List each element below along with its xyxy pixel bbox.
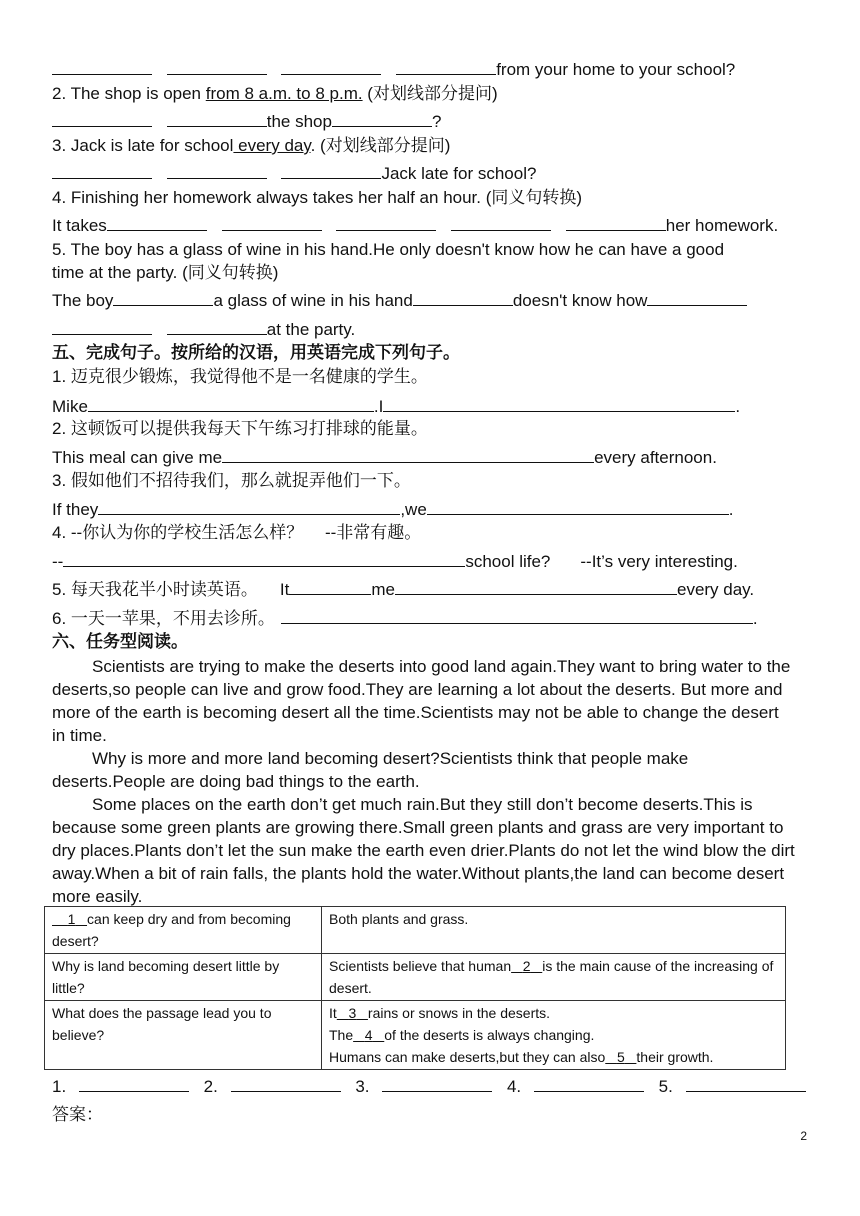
q1-answer-tail: from your home to your school? bbox=[496, 60, 736, 79]
answer-blank[interactable] bbox=[52, 110, 152, 127]
answer-blank[interactable] bbox=[382, 1075, 492, 1092]
question-3 bbox=[52, 135, 450, 157]
answer-blank[interactable] bbox=[222, 214, 322, 231]
answer-number: 2. bbox=[203, 1077, 218, 1096]
section-6-title: 六、任务型阅读。 bbox=[52, 632, 188, 651]
answer-blank[interactable] bbox=[451, 214, 551, 231]
passage-paragraph-3: Some places on the earth don’t get much rain.But they still don’t become deserts.This is because some green plants are growing there.Small green plants and grass are very important to dry places.Plants don’t let the sun make the earth even drier.Plants do not let the wind blow the dirt away.When a bit of rain falls, the plants hold the water.Without plants,the land can become desert more easily. bbox=[52, 795, 795, 906]
answer-blank[interactable] bbox=[167, 162, 267, 179]
s2-answer-line bbox=[52, 446, 717, 469]
answer-blank[interactable] bbox=[52, 162, 152, 179]
s5-end: every day. bbox=[676, 580, 755, 599]
s5-chinese: 5. 每天我花半小时读英语。 bbox=[52, 580, 258, 599]
s5-b: me bbox=[371, 580, 395, 599]
s1-answer-line bbox=[52, 395, 740, 418]
answer-blank[interactable] bbox=[167, 318, 267, 335]
s1-b: .I bbox=[373, 397, 384, 416]
answer-blank[interactable] bbox=[52, 318, 152, 335]
q5-answer-b: a glass of wine in his hand bbox=[213, 291, 413, 310]
answer-blank[interactable] bbox=[88, 395, 374, 412]
page-number: 2 bbox=[800, 1129, 807, 1143]
table-blank-2[interactable]: 2 bbox=[522, 958, 531, 974]
reading-passage bbox=[52, 655, 796, 908]
s5-a: It bbox=[279, 580, 290, 599]
q5-answer-a: The boy bbox=[52, 291, 114, 310]
passage-paragraph-1: Scientists are trying to make the deserts into good land again.They want to bring water to the deserts,so people can live and grow food.They are learning a lot about the deserts. But more and more of the earth is becoming desert all the time.Scientists may not be able to change the desert in time. bbox=[52, 657, 791, 745]
q5-answer-c: doesn't know how bbox=[512, 291, 648, 310]
q1-answer-line bbox=[52, 58, 735, 81]
answer-blank[interactable] bbox=[281, 607, 753, 624]
s2-chinese: 2. 这顿饭可以提供我每天下午练习打排球的能量。 bbox=[52, 419, 428, 438]
answer-blank[interactable] bbox=[289, 578, 371, 595]
answer-blank[interactable] bbox=[107, 214, 207, 231]
s1-a: Mike bbox=[52, 397, 88, 416]
table-row bbox=[45, 1001, 786, 1070]
table-cell-question bbox=[45, 907, 322, 954]
passage-paragraph-2: Why is more and more land becoming desert?Scientists think that people make deserts.People are doing bad things to the earth. bbox=[52, 749, 689, 791]
answer-blank[interactable] bbox=[113, 289, 213, 306]
q2-prefix: 2. The shop is open bbox=[52, 84, 206, 103]
table-row bbox=[45, 907, 786, 954]
q3-answer-line bbox=[52, 162, 536, 185]
q2-answer-line bbox=[52, 110, 441, 133]
answer-blank[interactable] bbox=[383, 395, 735, 412]
s3-a: If they bbox=[52, 500, 99, 519]
s6-line bbox=[52, 607, 758, 630]
answer-blank[interactable] bbox=[222, 446, 594, 463]
s4-c: --It’s very interesting. bbox=[580, 552, 738, 571]
r1-question: can keep dry and from becoming desert? bbox=[52, 911, 291, 949]
q2-suffix: (对划线部分提问) bbox=[362, 84, 498, 103]
question-4: 4. Finishing her homework always takes her half an hour. (同义句转换) bbox=[52, 188, 583, 207]
answer-row bbox=[52, 1075, 806, 1097]
s4-answer-line bbox=[52, 550, 738, 573]
answer-blank[interactable] bbox=[79, 1075, 189, 1092]
s6-end: . bbox=[752, 609, 758, 628]
q5-answer-line2 bbox=[52, 318, 355, 341]
answer-blank[interactable] bbox=[413, 289, 513, 306]
answer-blank[interactable] bbox=[98, 498, 400, 515]
answer-blank[interactable] bbox=[281, 162, 381, 179]
q3-prefix: 3. Jack is late for school bbox=[52, 136, 234, 155]
s3-chinese: 3. 假如他们不招待我们，那么就捉弄他们一下。 bbox=[52, 471, 411, 490]
section-5-title: 五、完成句子。按所给的汉语，用英语完成下列句子。 bbox=[52, 343, 460, 362]
q4-answer-end: her homework. bbox=[665, 216, 779, 235]
question-5-line2: time at the party. (同义句转换) bbox=[52, 263, 279, 282]
q5-answer-end: at the party. bbox=[266, 320, 356, 339]
q4-answer-start: It takes bbox=[52, 216, 107, 235]
s1-chinese: 1. 迈克很少锻炼，我觉得他不是一名健康的学生。 bbox=[52, 367, 428, 386]
answer-number: 1. bbox=[52, 1077, 67, 1096]
answer-number: 5. bbox=[658, 1077, 673, 1096]
task-table bbox=[44, 906, 786, 1070]
s2-a: This meal can give me bbox=[52, 448, 223, 467]
q5-answer-line1 bbox=[52, 289, 747, 312]
q2-answer-mid: the shop bbox=[266, 112, 332, 131]
table-cell-answer: It 3 rains or snows in the deserts. The 4 of the deserts is always changing. Humans can make deserts,but they can also 5 their growth. bbox=[322, 1001, 786, 1070]
answer-blank[interactable] bbox=[534, 1075, 644, 1092]
table-cell-question: Why is land becoming desert little by little? bbox=[45, 954, 322, 1001]
q3-underlined: every day bbox=[233, 136, 311, 155]
question-5-line1: 5. The boy has a glass of wine in his hand.He only doesn't know how he can have a good bbox=[52, 240, 725, 259]
q3-answer-end: Jack late for school? bbox=[381, 164, 537, 183]
answer-blank[interactable] bbox=[332, 110, 432, 127]
answer-blank[interactable] bbox=[427, 498, 729, 515]
q2-answer-end: ? bbox=[431, 112, 442, 131]
q2-underlined: from 8 a.m. to 8 p.m. bbox=[205, 84, 363, 103]
answer-blank[interactable] bbox=[281, 58, 381, 75]
answer-number: 4. bbox=[506, 1077, 522, 1096]
s1-end: . bbox=[735, 397, 741, 416]
answer-blank[interactable] bbox=[647, 289, 747, 306]
s4-b: school life? bbox=[465, 552, 551, 571]
answer-blank[interactable] bbox=[231, 1075, 341, 1092]
s3-end: . bbox=[728, 500, 734, 519]
s4-chinese: 4. --你认为你的学校生活怎么样？ --非常有趣。 bbox=[52, 523, 422, 542]
s6-chinese: 6. 一天一苹果，不用去诊所。 bbox=[52, 609, 275, 628]
answer-blank[interactable] bbox=[395, 578, 677, 595]
q4-answer-line bbox=[52, 214, 778, 237]
table-blank-4[interactable]: 4 bbox=[364, 1027, 373, 1043]
table-cell-question: What does the passage lead you to believe? bbox=[45, 1001, 322, 1070]
answer-blank[interactable] bbox=[63, 550, 465, 567]
answer-blank[interactable] bbox=[167, 110, 267, 127]
answer-blank[interactable] bbox=[52, 58, 152, 75]
answer-blank[interactable] bbox=[686, 1075, 806, 1092]
answer-number: 3. bbox=[355, 1077, 370, 1096]
table-blank-3[interactable]: 3 bbox=[348, 1005, 357, 1021]
table-blank-1[interactable]: 1 bbox=[67, 911, 76, 927]
answer-blank[interactable] bbox=[336, 214, 436, 231]
s5-line bbox=[52, 578, 754, 601]
s3-b: ,we bbox=[400, 500, 427, 519]
question-2 bbox=[52, 83, 498, 105]
table-cell-answer: Scientists believe that human 2 is the main cause of the increasing of desert. bbox=[322, 954, 786, 1001]
table-cell-answer: Both plants and grass. bbox=[322, 907, 786, 954]
table-blank-5[interactable]: 5 bbox=[616, 1049, 625, 1065]
s4-a: -- bbox=[52, 552, 64, 571]
answer-label: 答案： bbox=[52, 1105, 103, 1124]
s3-answer-line bbox=[52, 498, 734, 521]
answer-blank[interactable] bbox=[396, 58, 496, 75]
answer-blank[interactable] bbox=[566, 214, 666, 231]
q3-suffix: . (对划线部分提问) bbox=[310, 136, 451, 155]
s2-end: every afternoon. bbox=[594, 448, 717, 467]
answer-blank[interactable] bbox=[167, 58, 267, 75]
table-row bbox=[45, 954, 786, 1001]
